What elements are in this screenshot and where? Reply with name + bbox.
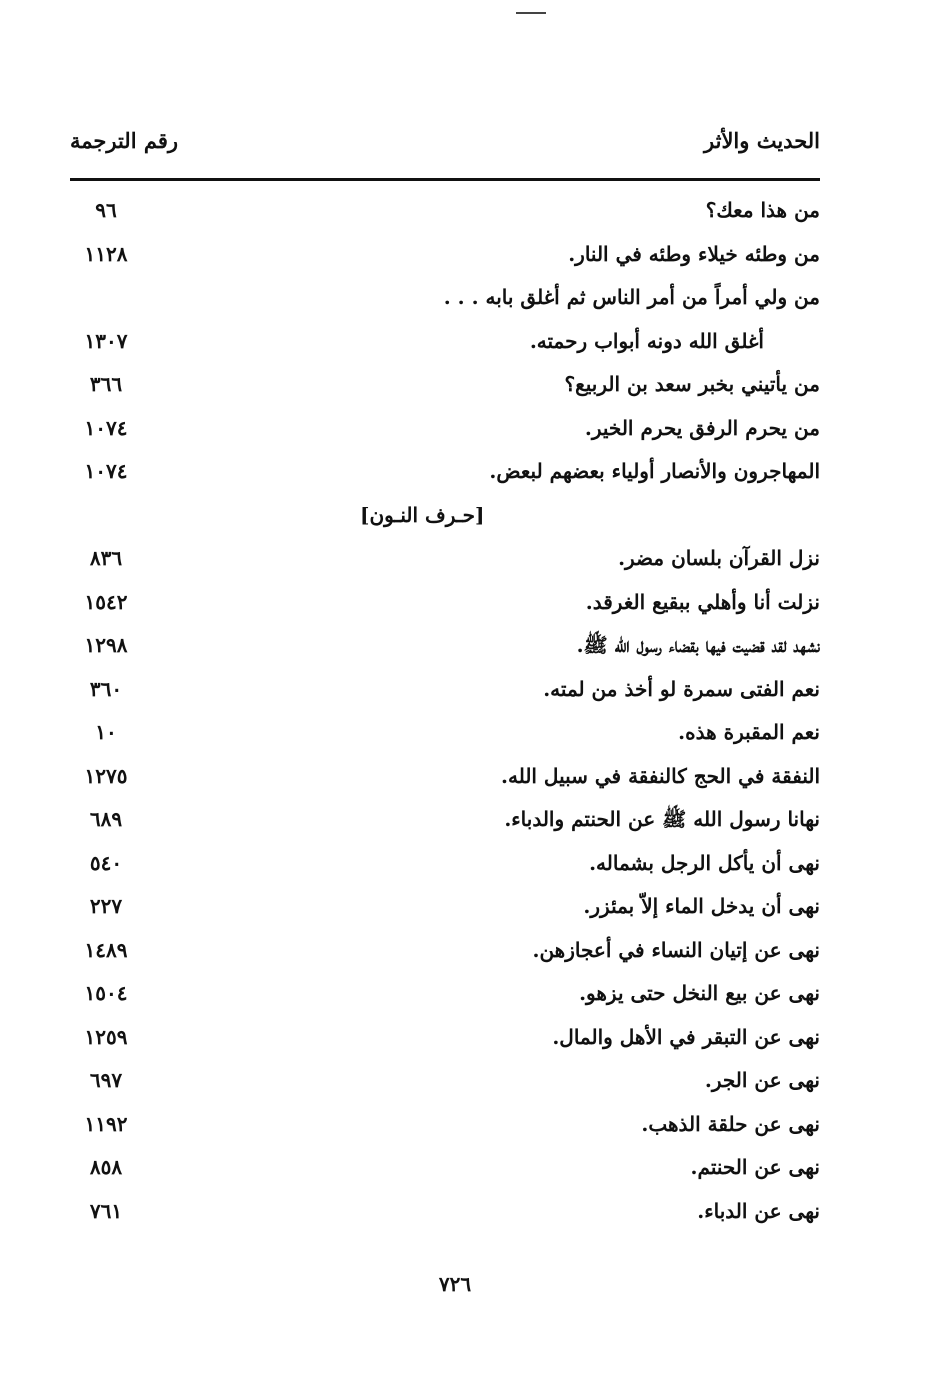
entry-text: نهى أن يأكل الرجل بشماله. (589, 850, 820, 875)
entry-text: من وطئه خيلاء وطئه في النار. (568, 241, 820, 266)
index-entry (70, 236, 820, 280)
entry-text: نزلت أنا وأهلي ببقيع الغرقد. (585, 589, 820, 614)
entry-text: نشهد لقد قضيت فيها بقضاء رسول الله ﷺ. (576, 633, 820, 657)
index-entry (70, 366, 820, 410)
entry-text: المهاجرون والأنصار أولياء بعضهم لبعض. (489, 459, 820, 483)
index-entry (70, 801, 820, 845)
index-entry (70, 279, 820, 323)
index-entry (70, 1019, 820, 1063)
index-entry (70, 714, 820, 758)
entry-number: ٨٥٨ (89, 1155, 123, 1179)
section-heading-text: [حـرف النـون] (360, 502, 485, 527)
entry-number: ٥٤٠ (89, 850, 123, 875)
entry-text: نهى أن يدخل الماء إلاّ بمئزر. (583, 894, 820, 918)
index-entry (70, 1062, 820, 1106)
index-entry (70, 453, 820, 497)
index-entry (70, 1193, 820, 1237)
entry-number: ١١٢٨ (84, 241, 128, 266)
entry-number: ١٣٠٧ (84, 328, 128, 353)
entry-text: النفقة في الحج كالنفقة في سبيل الله. (501, 763, 820, 788)
entry-text: نعم المقبرة هذه. (678, 720, 820, 744)
entry-number: ٨٣٦ (89, 546, 123, 570)
index-entry (70, 1106, 820, 1150)
entry-number: ٦٨٩ (89, 807, 123, 831)
entry-text: من هذا معك؟ (705, 198, 820, 222)
entry-text: نهى عن حلقة الذهب. (641, 1111, 820, 1136)
entry-number: ١٠٧٤ (84, 415, 128, 440)
entry-text: من يأتيني بخبر سعد بن الربيع؟ (564, 372, 820, 396)
index-entry (70, 932, 820, 976)
entry-number: ٣٦٠ (89, 676, 123, 701)
entry-number: ٧٦١ (89, 1198, 123, 1223)
index-entry (70, 410, 820, 454)
index-entries (70, 192, 820, 1236)
entry-text: نهى عن الجر. (704, 1068, 820, 1092)
index-entry (70, 888, 820, 932)
entry-number: ١٥٠٤ (84, 981, 128, 1005)
page-number: ٧٢٦ (438, 1272, 472, 1296)
index-entry (70, 975, 820, 1019)
entry-text: من ولي أمراً من أمر الناس ثم أغلق بابه . . . (443, 285, 820, 309)
index-entry (70, 627, 820, 671)
index-entry-continuation (70, 323, 820, 367)
entry-text: نهى عن التبقر في الأهل والمال. (552, 1024, 820, 1049)
index-entry (70, 1149, 820, 1193)
entry-text: نهى عن الحنتم. (690, 1155, 820, 1179)
entry-number: ٦٩٧ (89, 1068, 123, 1092)
entry-number: ٩٦ (95, 198, 117, 222)
entry-text: نهى عن بيع النخل حتى يزهو. (579, 981, 820, 1005)
index-entry (70, 845, 820, 889)
header-rule (70, 178, 820, 181)
index-entry (70, 540, 820, 584)
entry-text: نهانا رسول الله ﷺ عن الحنتم والدباء. (504, 807, 820, 831)
entry-number: ١٠ (95, 720, 117, 744)
index-entry (70, 671, 820, 715)
index-entry (70, 192, 820, 236)
entry-number: ١٢٥٩ (84, 1024, 128, 1049)
section-heading (70, 497, 820, 541)
entry-number: ٣٦٦ (89, 372, 123, 396)
entry-number: ١٢٩٨ (84, 633, 128, 657)
entry-number: ٢٢٧ (89, 894, 123, 918)
page-header (70, 128, 820, 162)
top-edge-mark (516, 12, 546, 14)
entry-number: ١٠٧٤ (84, 459, 128, 483)
entry-text: نعم الفتى سمرة لو أخذ من لمته. (543, 676, 820, 701)
entry-text: من يحرم الرفق يحرم الخير. (584, 415, 820, 440)
header-title: الحديث والأثر (704, 128, 820, 153)
entry-text: أغلق الله دونه أبواب رحمته. (529, 328, 764, 353)
index-entry (70, 584, 820, 628)
index-entry (70, 758, 820, 802)
entry-text: نهى عن إتيان النساء في أعجازهن. (532, 937, 820, 962)
entry-number: ١٢٧٥ (84, 763, 128, 788)
header-column-label: رقم الترجمة (70, 128, 179, 153)
entry-text: نزل القرآن بلسان مضر. (618, 546, 820, 570)
entry-text: نهى عن الدباء. (697, 1198, 820, 1223)
entry-number: ١٤٨٩ (84, 937, 128, 962)
entry-number: ١١٩٢ (84, 1111, 128, 1136)
entry-number: ١٥٤٢ (84, 589, 128, 614)
